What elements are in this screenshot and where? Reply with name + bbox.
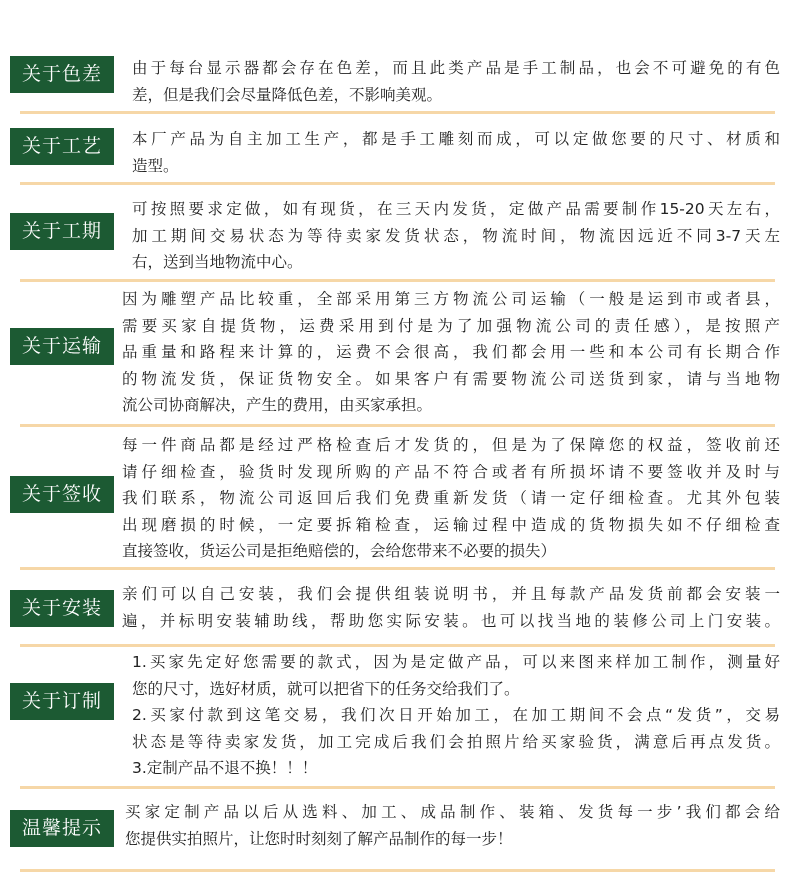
section-label: 关于安装 <box>10 590 114 627</box>
section-label: 关于签收 <box>10 476 114 513</box>
divider <box>20 786 775 789</box>
text-line: 遍，并标明安装辅助线，帮助您实际安装。也可以找当地的装修公司上门安装。 <box>122 611 780 630</box>
divider <box>20 182 775 185</box>
text-line: 您提供实拍照片，让您时时刻刻了解产品制作的每一步！ <box>125 829 513 848</box>
text-line: 买家定制产品以后从选料、加工、成品制作、装箱、发货每一步’我们都会给 <box>125 803 780 821</box>
text-line: 直接签收，货运公司是拒绝赔偿的，会给您带来不必要的损失） <box>122 542 557 560</box>
text-line: 需要买家自提货物，运费采用到付是为了加强物流公司的责任感），是按照产 <box>122 316 780 335</box>
text-line: 差，但是我们会尽量降低色差，不影响美观。 <box>132 85 443 104</box>
text-line: 的物流发货，保证货物安全。如果客户有需要物流公司送货到家，请与当地物 <box>122 369 780 388</box>
section-text <box>122 581 780 634</box>
section-text <box>122 286 780 419</box>
text-line: 3.定制产品不退不换！！！ <box>132 759 318 777</box>
text-line: 请仔细检查，验货时发现所购的产品不符合或者有所损坏请不要签收并及时与 <box>122 462 780 481</box>
divider <box>20 644 775 647</box>
section-label: 关于运输 <box>10 328 114 365</box>
text-line: 造型。 <box>132 156 179 175</box>
section-label: 关于色差 <box>10 56 114 93</box>
section-label: 关于订制 <box>10 683 114 720</box>
text-line: 我们联系，物流公司返回后我们免费重新发货（请一定仔细检查。尤其外包装 <box>122 489 780 507</box>
text-line: 您的尺寸，选好材质，就可以把省下的任务交给我们了。 <box>132 679 520 698</box>
section-label: 温馨提示 <box>10 810 114 847</box>
text-line: 由于每台显示器都会存在色差，而且此类产品是手工制品，也会不可避免的有色 <box>132 59 780 77</box>
divider <box>20 869 775 872</box>
text-line: 状态是等待卖家发货，加工完成后我们会拍照片给买家验货，满意后再点发货。 <box>132 732 780 751</box>
text-line: 1.买家先定好您需要的款式，因为是定做产品，可以来图来样加工制作，测量好 <box>132 653 780 671</box>
section-label: 关于工期 <box>10 213 114 250</box>
text-line: 右，送到当地物流中心。 <box>132 253 303 271</box>
section-text <box>132 196 780 276</box>
text-line: 出现磨损的时候，一定要拆箱检查，运输过程中造成的货物损失如不仔细检查 <box>122 515 780 534</box>
divider <box>20 424 775 427</box>
text-line: 每一件商品都是经过严格检查后才发货的，但是为了保障您的权益，签收前还 <box>122 436 780 454</box>
section-text <box>122 432 780 565</box>
text-line: 因为雕塑产品比较重，全部采用第三方物流公司运输（一般是运到市或者县， <box>122 290 780 308</box>
text-line: 品重量和路程来计算的，运费不会很高，我们都会用一些和本公司有长期合作 <box>122 343 780 361</box>
divider <box>20 567 775 570</box>
text-line: 2.买家付款到这笔交易，我们次日开始加工，在加工期间不会点“发货”，交易 <box>132 706 780 724</box>
text-line: 流公司协商解决，产生的费用，由买家承担。 <box>122 396 433 414</box>
divider <box>20 279 775 282</box>
section-text <box>132 126 780 179</box>
text-line: 加工期间交易状态为等待卖家发货状态，物流时间，物流因远近不同3-7天左 <box>132 226 780 245</box>
section-label: 关于工艺 <box>10 128 114 165</box>
text-line: 本厂产品为自主加工生产，都是手工雕刻而成，可以定做您要的尺寸、材质和 <box>132 130 780 148</box>
section-text <box>125 799 780 852</box>
text-line: 可按照要求定做，如有现货，在三天内发货，定做产品需要制作15-20天左右， <box>132 200 780 218</box>
section-text <box>132 55 780 108</box>
text-line: 亲们可以自己安装，我们会提供组装说明书，并且每款产品发货前都会安装一 <box>122 585 780 603</box>
divider <box>20 111 775 114</box>
section-text <box>132 649 780 782</box>
